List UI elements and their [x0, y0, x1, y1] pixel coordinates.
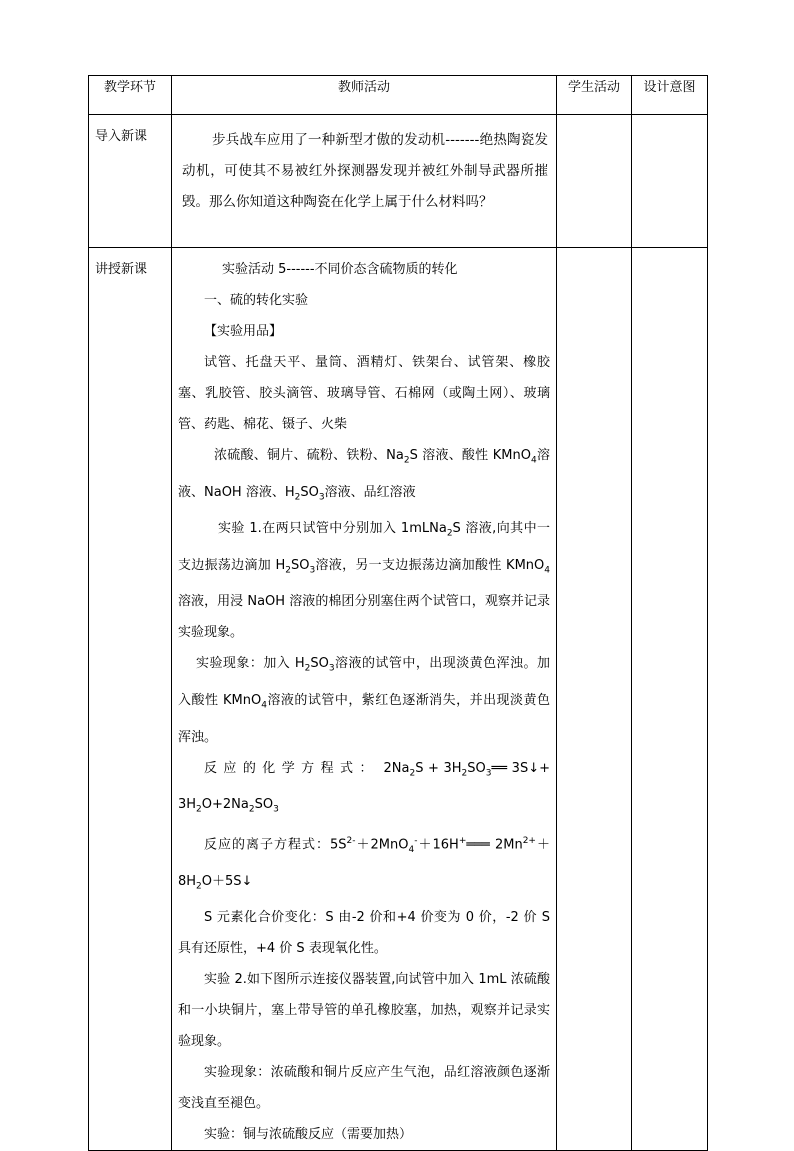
intro-student-cell	[557, 115, 632, 248]
observation-2: 实验现象：浓硫酸和铜片反应产生气泡，品红溶液颜色逐渐变浅直至褪色。	[178, 1065, 550, 1112]
experiment-title: 实验活动 5------不同价态含硫物质的转化	[222, 262, 458, 277]
materials-heading: 【实验用品】	[204, 324, 283, 339]
stage-lesson: 讲授新课	[89, 248, 172, 1151]
lesson-intent-cell	[632, 248, 708, 1151]
chemicals-list: 浓硫酸、铜片、硫粉、铁粉、$Na_2S$ 溶液、酸性 KMnO$_4$溶液、NaOH 溶液、$H_2SO_3$溶液、品红溶液	[178, 448, 550, 503]
chemical-equation: 反应的化学方程式： $2Na_2S$ + $3H_2SO_3══$ 3S↓+ $3H_2O+2Na_2SO_3$	[178, 760, 550, 815]
valence-change: S 元素化合价变化：S 由-2 价和+4 价变为 0 价，-2 价 S 具有还原性，+4 价 S 表现氧化性。	[178, 910, 550, 957]
header-teacher-activity: 教师活动	[172, 76, 557, 115]
lesson-cell	[172, 248, 557, 1151]
ionic-equation: 反应的离子方程式：$5S^{2-}+2MnO_4^-+16H^+═══$ $2Mn^{2+}+$ $8H_2O+5S↓$	[178, 835, 550, 892]
lesson-student-cell	[557, 248, 632, 1151]
observation-1: 实验现象：加入 $H_2SO_3$溶液的试管中，出现淡黄色浑浊。加入酸性 KMnO$_4$溶液的试管中，紫红色逐渐消失，并出现淡黄色浑浊。	[178, 656, 550, 745]
stage-intro: 导入新课	[89, 115, 172, 248]
intro-intent-cell	[632, 115, 708, 248]
experiment-2: 实验 2.如下图所示连接仪器装置,向试管中加入 1mL 浓硫酸和一小块铜片，塞上带导管的单孔橡胶塞，加热，观察并记录实验现象。	[178, 972, 550, 1050]
lesson-plan-table	[88, 75, 708, 1151]
table-row-intro	[89, 115, 708, 248]
experiment-3: 实验：铜与浓硫酸反应（需要加热）	[204, 1127, 413, 1143]
intro-text: 步兵战车应用了一种新型才傲的发动机-------绝热陶瓷发动机，可使其不易被红外探测器发现并被红外制导武器所摧毁。那么你知道这种陶瓷在化学上属于什么材料吗？	[182, 132, 548, 210]
experiment-1: 实验 1.在两只试管中分别加入 1mLNa$_2$S 溶液,向其中一支边振荡边滴加 $H_2SO_3$溶液，另一支边振荡边滴加酸性 KMnO$_4$溶液，用浸 NaOH 溶液的棉团分别塞住两个试管口，观察并记录实验现象。	[178, 521, 550, 641]
header-student-activity: 学生活动	[557, 76, 632, 115]
table-header-row	[89, 76, 708, 115]
materials-list: 试管、托盘天平、量筒、酒精灯、铁架台、试管架、橡胶塞、乳胶管、胶头滴管、玻璃导管、石棉网（或陶土网）、玻璃管、药匙、棉花、镊子、火柴	[178, 355, 550, 432]
table-row-lesson	[89, 248, 708, 1151]
section-heading: 一、硫的转化实验	[204, 293, 309, 308]
header-stage: 教学环节	[89, 76, 172, 115]
header-design-intent: 设计意图	[632, 76, 708, 115]
intro-cell	[172, 115, 557, 248]
